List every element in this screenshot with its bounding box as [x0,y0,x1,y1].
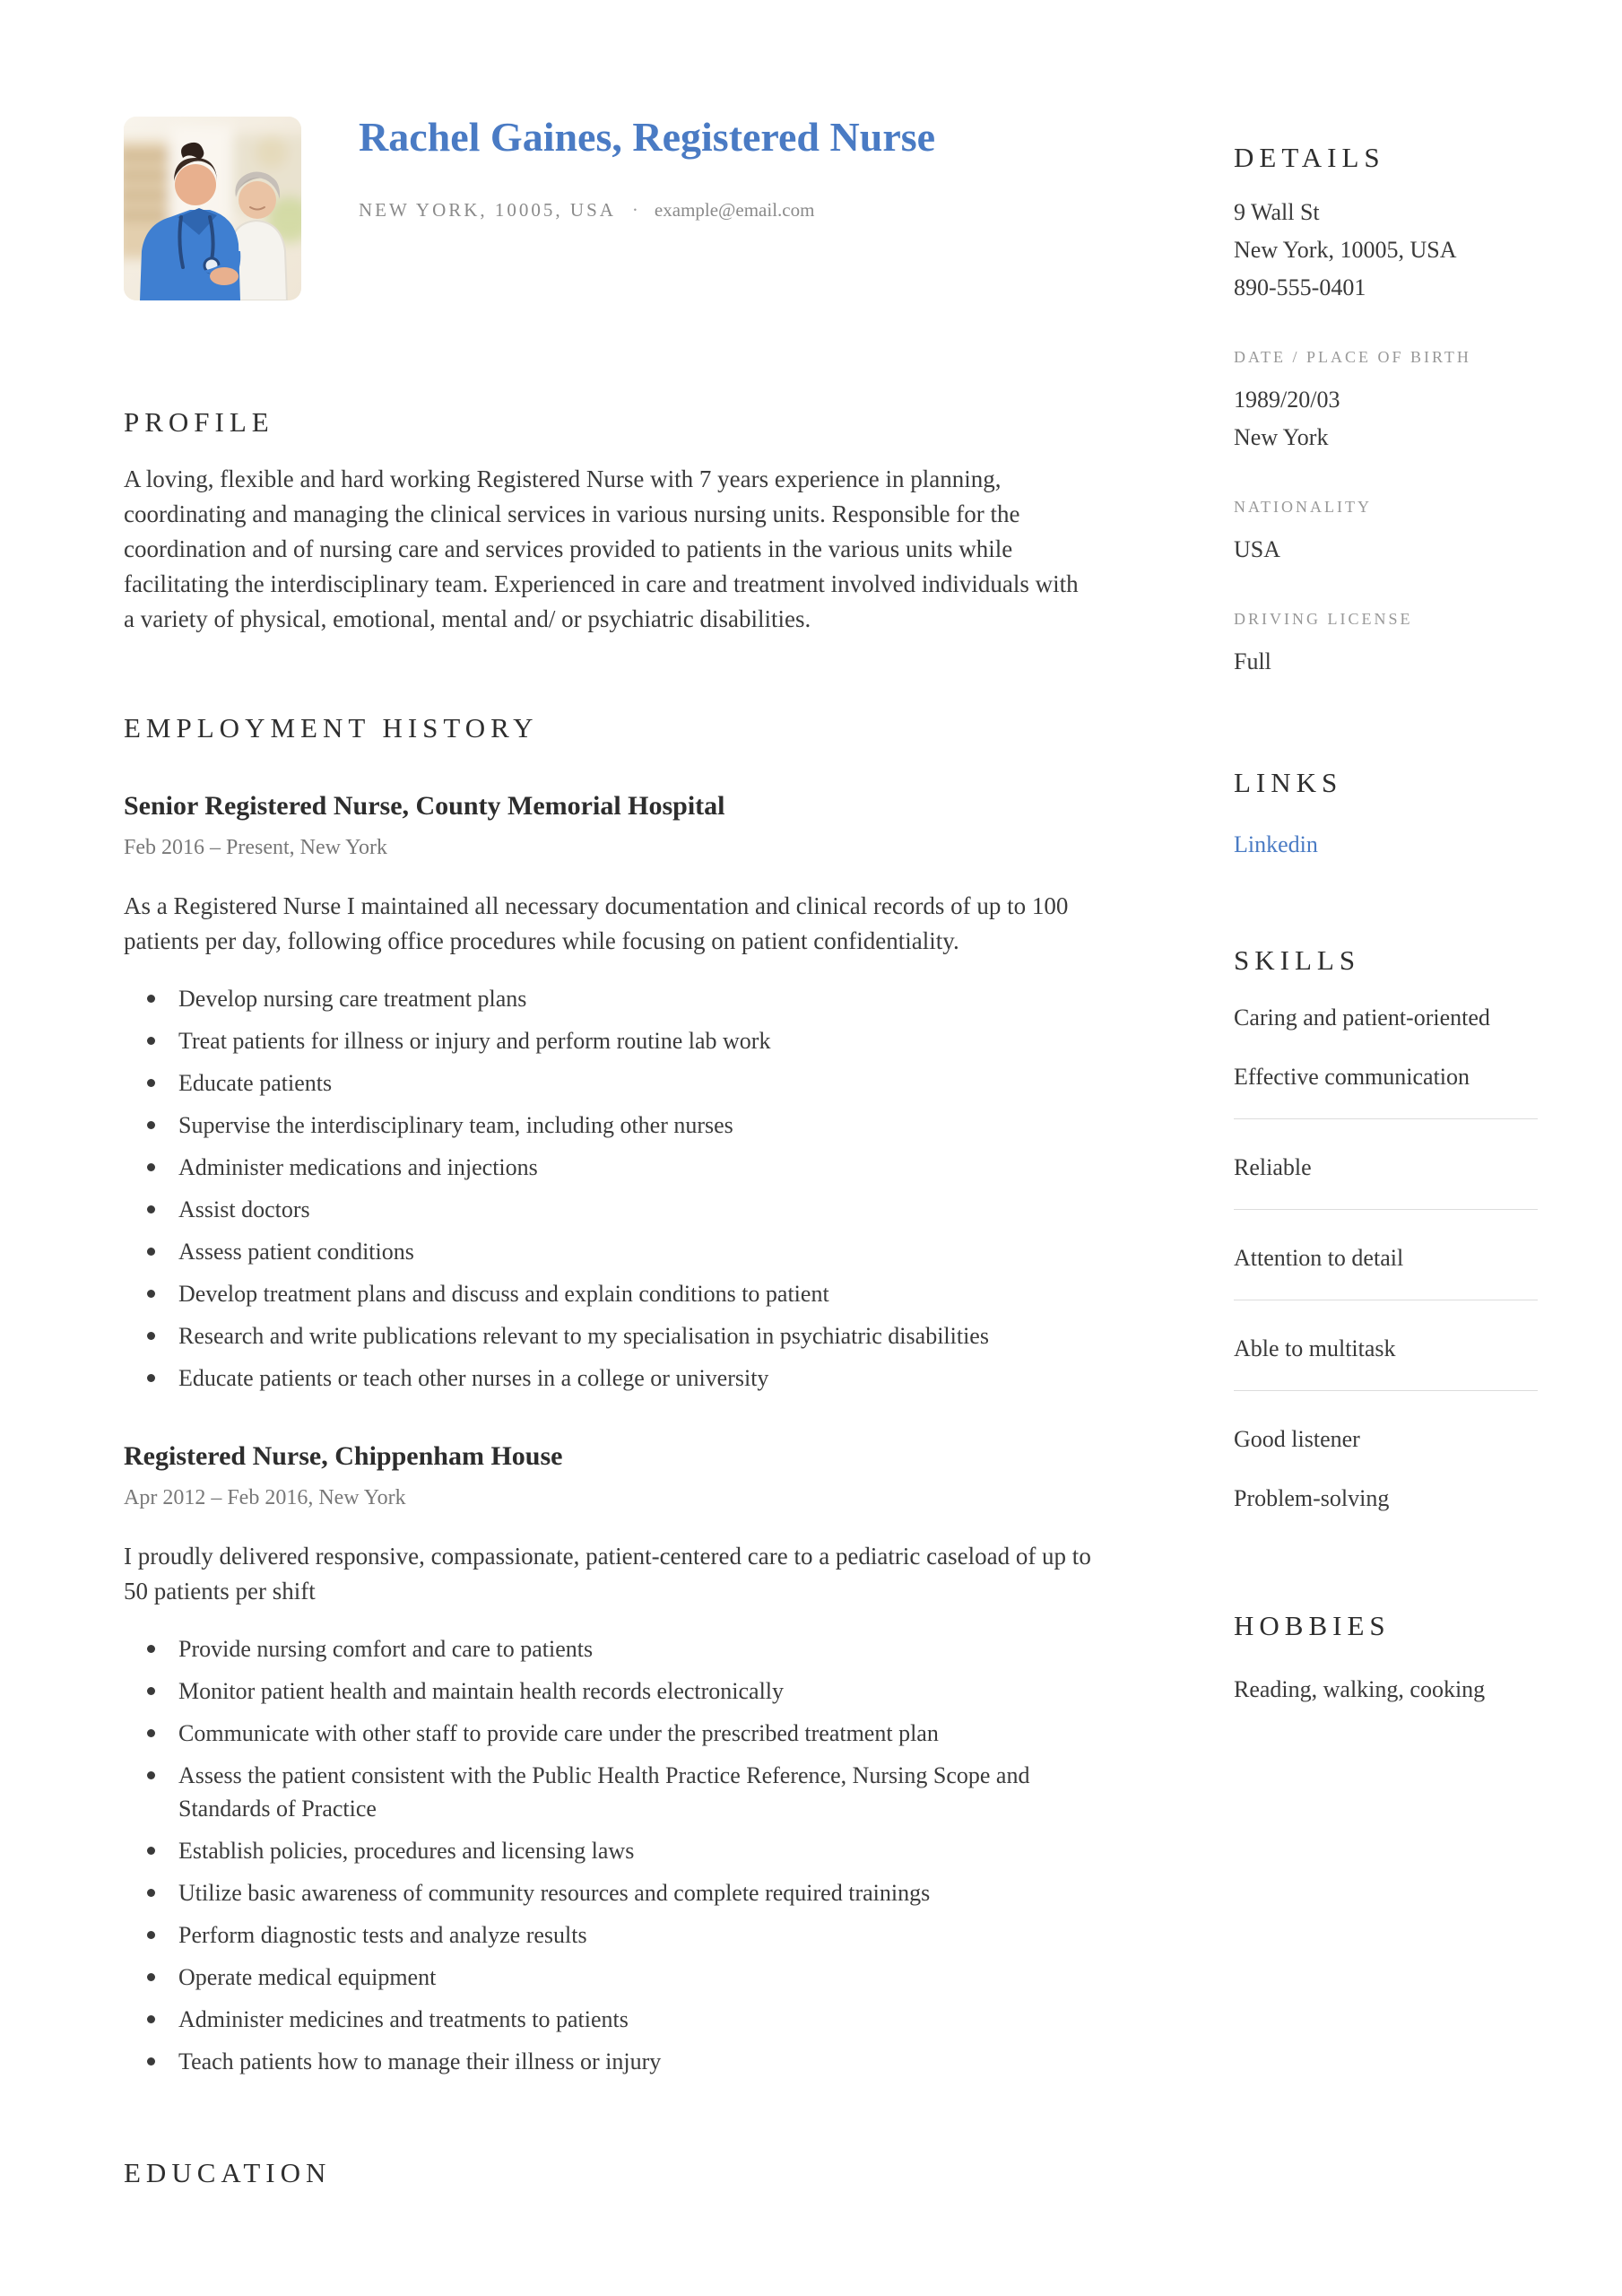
sidebar [1234,117,1538,2189]
skill-item: Caring and patient-oriented [1234,1004,1490,1031]
nurse-photo-illustration [124,117,301,300]
details-heading: DETAILS [1234,142,1385,173]
job-entry [124,1441,1092,2078]
birth-label: DATE / PLACE OF BIRTH [1234,348,1471,366]
skills-section [1234,944,1538,1517]
hobbies-section [1234,1610,1538,1709]
links-section [1234,767,1538,858]
duty-item: Assess the patient consistent with the Public Health Practice Reference, Nursing Scope and Standards of Practice [124,1759,1092,1825]
duty-item: Develop treatment plans and discuss and explain conditions to patient [124,1277,1092,1310]
skill-item: Problem-solving [1234,1485,1390,1511]
license-value: Full [1234,648,1271,674]
license-label: DRIVING LICENSE [1234,610,1413,628]
duty-item: Monitor patient health and maintain health records electronically [124,1674,1092,1708]
city-line: New York, 10005, USA [1234,237,1457,263]
skill-item: Attention to detail [1234,1245,1404,1271]
job-period: Feb 2016 – Present, New York [124,836,387,859]
nationality-value: USA [1234,536,1281,562]
contact-line [359,199,935,222]
duty-item: Operate medical equipment [124,1961,1092,1994]
skill-item: Reliable [1234,1154,1312,1180]
employment-heading: EMPLOYMENT HISTORY [124,712,539,744]
header-text [359,114,936,222]
nationality-label: NATIONALITY [1234,498,1372,516]
links-heading: LINKS [1234,767,1343,798]
duty-item: Administer medicines and treatments to patients [124,2003,1092,2036]
contact-email: example@email.com [654,199,815,222]
job-entry [124,791,1092,1395]
employment-section [124,712,1092,2078]
duty-item: Treat patients for illness or injury and perform routine lab work [124,1024,1092,1057]
skill-item: Good listener [1234,1426,1360,1452]
job-title: Senior Registered Nurse, County Memorial Hospital [124,791,725,821]
profile-photo [124,117,301,300]
birth-place: New York [1234,424,1329,450]
duty-item: Assess patient conditions [124,1235,1092,1268]
phone-line: 890-555-0401 [1234,274,1366,300]
education-section [124,2157,1092,2189]
birth-date: 1989/20/03 [1234,387,1340,413]
candidate-name: Rachel Gaines, Registered Nurse [359,114,936,160]
job-title: Registered Nurse, Chippenham House [124,1441,563,1471]
hobbies-text: Reading, walking, cooking [1234,1676,1486,1702]
duty-item: Communicate with other staff to provide care under the prescribed treatment plan [124,1717,1092,1750]
profile-heading: PROFILE [124,406,274,438]
duty-item: Provide nursing comfort and care to patients [124,1632,1092,1665]
contact-location: NEW YORK, 10005, USA [359,199,616,222]
resume-header [124,114,1092,300]
duty-item: Teach patients how to manage their illness or injury [124,2045,1092,2078]
duty-item: Establish policies, procedures and licensing laws [124,1834,1092,1867]
hobbies-heading: HOBBIES [1234,1610,1391,1641]
skill-item: Able to multitask [1234,1335,1396,1361]
duty-item: Assist doctors [124,1193,1092,1226]
address-line: 9 Wall St [1234,199,1320,225]
profile-text: A loving, flexible and hard working Registered Nurse with 7 years experience in planning, coordinating and managing the clinical services in various nursing units. Responsible for the coordination and of nursing care and services provided to patients in the various units while facilitating the interdisciplinary team. Experienced in care and treatment involved individuals with a variety of physical, emotional, mental and/ or psychiatric disabilities. [124,465,1079,632]
job-summary: I proudly delivered responsive, compassionate, patient-centered care to a pediatric caseload of up to 50 patients per shift [124,1543,1091,1605]
duty-item: Supervise the interdisciplinary team, including other nurses [124,1109,1092,1142]
main-column [124,114,1092,2189]
job-period: Apr 2012 – Feb 2016, New York [124,1486,406,1509]
linkedin-link[interactable]: Linkedin [1234,831,1318,857]
job-summary: As a Registered Nurse I maintained all necessary documentation and clinical records of up to 100 patients per day, following office procedures while focusing on patient confidentiality. [124,892,1069,954]
education-heading: EDUCATION [124,2157,332,2188]
skills-heading: SKILLS [1234,944,1361,976]
duty-item: Administer medications and injections [124,1151,1092,1184]
duty-item: Research and write publications relevant to my specialisation in psychiatric disabilities [124,1319,1092,1352]
job-duties-list [124,982,1092,1395]
profile-section [124,406,1092,637]
duty-item: Educate patients [124,1066,1092,1100]
contact-separator: · [631,199,638,222]
duty-item: Educate patients or teach other nurses in a college or university [124,1361,1092,1395]
details-block [1234,194,1538,307]
duty-item: Utilize basic awareness of community resources and complete required trainings [124,1876,1092,1909]
duty-item: Perform diagnostic tests and analyze results [124,1918,1092,1952]
duty-item: Develop nursing care treatment plans [124,982,1092,1015]
job-duties-list [124,1632,1092,2078]
skill-item: Effective communication [1234,1064,1470,1090]
